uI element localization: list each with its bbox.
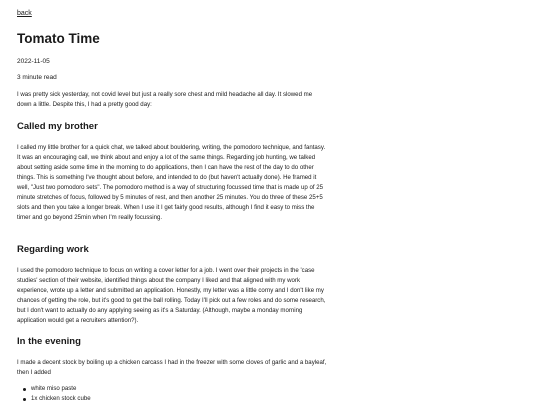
list-item: 1x chicken stock cube — [31, 395, 91, 402]
section-heading-called-my-brother: Called my brother — [17, 121, 98, 132]
page-title: Tomato Time — [17, 31, 100, 46]
section-heading-regarding-work: Regarding work — [17, 244, 89, 255]
list-item: white miso paste — [31, 384, 91, 394]
ingredient-list — [17, 384, 91, 404]
section-paragraph-regarding-work: I used the pomodoro technique to focus on writing a cover letter for a job. I went over their projects in the 'case studies' section of their website, identified things about the company I liked and that aligned with my work experience, wrote up a letter and submitted an application. Honestly, my letter was a little corny and I don't like my chances of getting the role, but it's good to get the ball rolling. Today I'll pick out a few roles and do some research, but I don't want to actually do any applying seeing as it's a Saturday. (Although, maybe a monday morning application would get a recruiters attention?). — [17, 267, 326, 324]
post-date: 2022-11-05 — [17, 58, 50, 65]
section-heading-in-the-evening: In the evening — [17, 336, 81, 347]
intro-paragraph: I was pretty sick yesterday, not covid level but just a really sore chest and mild headache all day. It slowed me down a little. Despite this, I had a pretty good day: — [17, 91, 313, 108]
section-paragraph-called-my-brother: I called my little brother for a quick chat, we talked about bouldering, writing, the pomodoro technique, and fantasy. It was an encouraging call, we think about and enjoy a lot of the same things. Regarding job hunting, we talked about setting aside some time in the morning to do applications, then I can have the rest of the day to do other things. This is something I've thought about before, and intended to do (but haven't actually done). He framed it well, "Just two pomodoro sets". The pomodoro method is a way of structuring focussed time that is made up of 25 minute stretches of focus, followed by 5 minutes of rest, and then another 25 minutes. You do three of these 25+5 slots and then you take a longer break. When I use it I get fairly good results, although I find it easy to miss the timer and go beyond 25min when I'm really focussing. — [17, 144, 326, 221]
read-time: 3 minute read — [17, 74, 57, 81]
section-paragraph-in-the-evening: I made a decent stock by boiling up a chicken carcass I had in the freezer with some cloves of garlic and a bayleaf, then I added — [17, 359, 327, 376]
back-link[interactable]: back — [17, 10, 32, 17]
